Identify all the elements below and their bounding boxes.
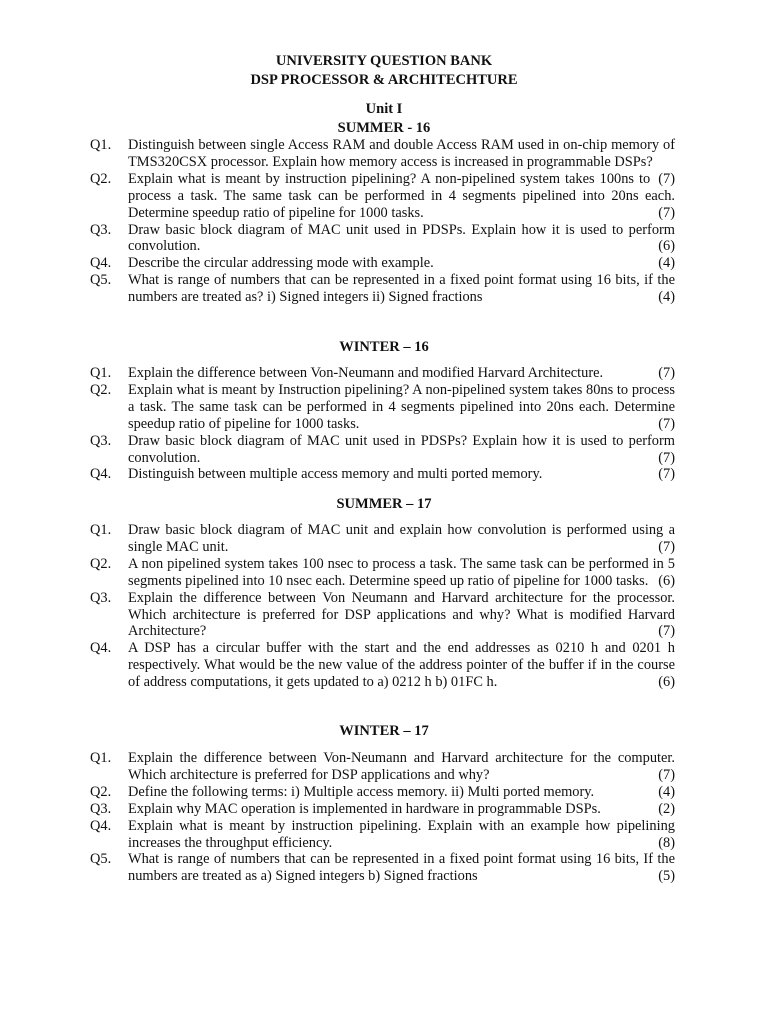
question-text: Draw basic block diagram of MAC unit used in PDSPs. Explain how it is used to perform convolution. bbox=[128, 221, 675, 255]
question-item bbox=[90, 784, 675, 801]
question-marks: (7) bbox=[658, 449, 675, 466]
question-item bbox=[90, 801, 675, 818]
question-list-winter-17 bbox=[90, 750, 675, 885]
question-number: Q3. bbox=[90, 432, 112, 449]
question-number: Q3. bbox=[90, 589, 112, 606]
question-number: Q3. bbox=[90, 800, 112, 817]
question-item bbox=[90, 818, 675, 852]
question-text: Distinguish between single Access RAM and double Access RAM used in on-chip memory of TMS320CSX processor. Explain how memory access is increased in programmable DSPs? bbox=[128, 137, 675, 170]
question-item bbox=[90, 433, 675, 467]
question-number: Q5. bbox=[90, 851, 112, 868]
question-text: Explain what is meant by instruction pipelining? A non-pipelined system takes 100ns to process a task. The same task can be performed in 4 segments pipelined into 20ns each. Determine speedup ratio of pipeline for 1000 tasks. bbox=[128, 170, 675, 221]
question-marks: (7) bbox=[658, 466, 675, 483]
document-subtitle: DSP PROCESSOR & ARCHITECHTURE bbox=[250, 72, 518, 88]
question-number: Q3. bbox=[90, 221, 112, 238]
question-number: Q1. bbox=[90, 365, 112, 381]
question-number: Q5. bbox=[90, 272, 112, 289]
question-item bbox=[90, 365, 675, 382]
question-text: A DSP has a circular buffer with the start and the end addresses as 0210 h and 0201 h respectively. What would be the new value of the address pointer of the buffer if in the course of address computations, it gets updated to a) 0212 h b) 01FC h. bbox=[128, 640, 675, 691]
document-title: UNIVERSITY QUESTION BANK bbox=[275, 53, 493, 69]
question-item bbox=[90, 255, 675, 272]
question-text: Draw basic block diagram of MAC unit and explain how convolution is performed using a single MAC unit. bbox=[128, 522, 675, 555]
section-title-summer-16: SUMMER - 16 bbox=[337, 120, 431, 136]
question-marks: (6) bbox=[658, 238, 675, 255]
section-title-summer-17: SUMMER – 17 bbox=[336, 496, 432, 512]
question-item bbox=[90, 171, 675, 222]
question-number: Q4. bbox=[90, 817, 112, 834]
section-title-winter-16: WINTER – 16 bbox=[339, 339, 429, 355]
question-marks: (5) bbox=[658, 868, 675, 885]
document-header bbox=[0, 52, 768, 90]
question-marks: (4) bbox=[658, 255, 675, 272]
question-item bbox=[90, 382, 675, 433]
question-number: Q4. bbox=[90, 255, 112, 272]
question-number: Q1. bbox=[90, 750, 112, 766]
question-text: Define the following terms: i) Multiple access memory. ii) Multi ported memory. bbox=[128, 783, 595, 800]
question-text: Distinguish between multiple access memory and multi ported memory. bbox=[128, 466, 543, 483]
question-item bbox=[90, 222, 675, 256]
question-marks: (7) bbox=[658, 538, 675, 555]
question-marks: (6) bbox=[658, 572, 675, 589]
question-text: Explain the difference between Von-Neumann and Harvard architecture for the computer. Which architecture is preferred for DSP applications and why? bbox=[128, 750, 675, 783]
question-marks: (7) bbox=[658, 623, 675, 640]
question-marks: (8) bbox=[658, 834, 675, 851]
question-item bbox=[90, 466, 675, 483]
question-marks: (2) bbox=[658, 800, 675, 817]
question-text: Explain the difference between Von-Neumann and modified Harvard Architecture. bbox=[128, 365, 604, 381]
question-list-summer-17 bbox=[90, 522, 675, 691]
question-marks: (7) bbox=[658, 766, 675, 783]
question-text: What is range of numbers that can be represented in a fixed point format using 16 bits, if the numbers are treated as? i) Signed integers ii) Signed fractions bbox=[128, 272, 675, 306]
question-list-winter-16 bbox=[90, 365, 675, 483]
question-item bbox=[90, 522, 675, 556]
question-text: Explain what is meant by Instruction pipelining? A non-pipelined system takes 80ns to process a task. The same task can be performed in 4 segments pipelined into 20ns each. Determine speedup ratio of pipeline for 1000 tasks. bbox=[128, 381, 675, 432]
question-number: Q2. bbox=[90, 783, 112, 800]
question-number: Q1. bbox=[90, 137, 112, 153]
question-marks: (7) bbox=[658, 365, 675, 381]
question-item bbox=[90, 640, 675, 691]
question-text: Describe the circular addressing mode with example. bbox=[128, 255, 434, 272]
question-marks: (7) bbox=[658, 170, 675, 187]
question-text: Explain the difference between Von Neumann and Harvard architecture for the processor. Which architecture is preferred for DSP applications and why? What is modified Harvard Architecture? bbox=[128, 589, 675, 640]
question-number: Q2. bbox=[90, 555, 112, 572]
question-number: Q2. bbox=[90, 170, 112, 187]
question-item bbox=[90, 556, 675, 590]
unit-title: Unit I bbox=[365, 101, 403, 117]
question-item bbox=[90, 272, 675, 306]
question-number: Q1. bbox=[90, 522, 112, 538]
question-text: A non pipelined system takes 100 nsec to process a task. The same task can be performed in 5 segments pipelined into 10 nsec each. Determine speed up ratio of pipeline for 1000 tasks. bbox=[128, 555, 675, 589]
section-title-winter-17: WINTER – 17 bbox=[339, 723, 429, 739]
question-item bbox=[90, 750, 675, 784]
question-number: Q4. bbox=[90, 466, 112, 483]
question-marks: (7) bbox=[658, 415, 675, 432]
question-marks: (6) bbox=[658, 674, 675, 691]
question-marks: (4) bbox=[658, 289, 675, 306]
question-text: Explain what is meant by instruction pipelining. Explain with an example how pipelining increases the throughput efficiency. bbox=[128, 817, 675, 851]
question-number: Q4. bbox=[90, 640, 112, 657]
question-marks: (4) bbox=[658, 783, 675, 800]
question-text: What is range of numbers that can be represented in a fixed point format using 16 bits, If the numbers are treated as a) Signed integers b) Signed fractions bbox=[128, 851, 675, 885]
question-text: Explain why MAC operation is implemented in hardware in programmable DSPs. bbox=[128, 800, 601, 817]
question-number: Q2. bbox=[90, 381, 112, 398]
question-text: Draw basic block diagram of MAC unit used in PDSPs? Explain how it is used to perform convolution. bbox=[128, 432, 675, 466]
question-item bbox=[90, 851, 675, 885]
question-item bbox=[90, 590, 675, 641]
question-marks: (7) bbox=[658, 204, 675, 221]
question-list-summer-16 bbox=[90, 137, 675, 306]
